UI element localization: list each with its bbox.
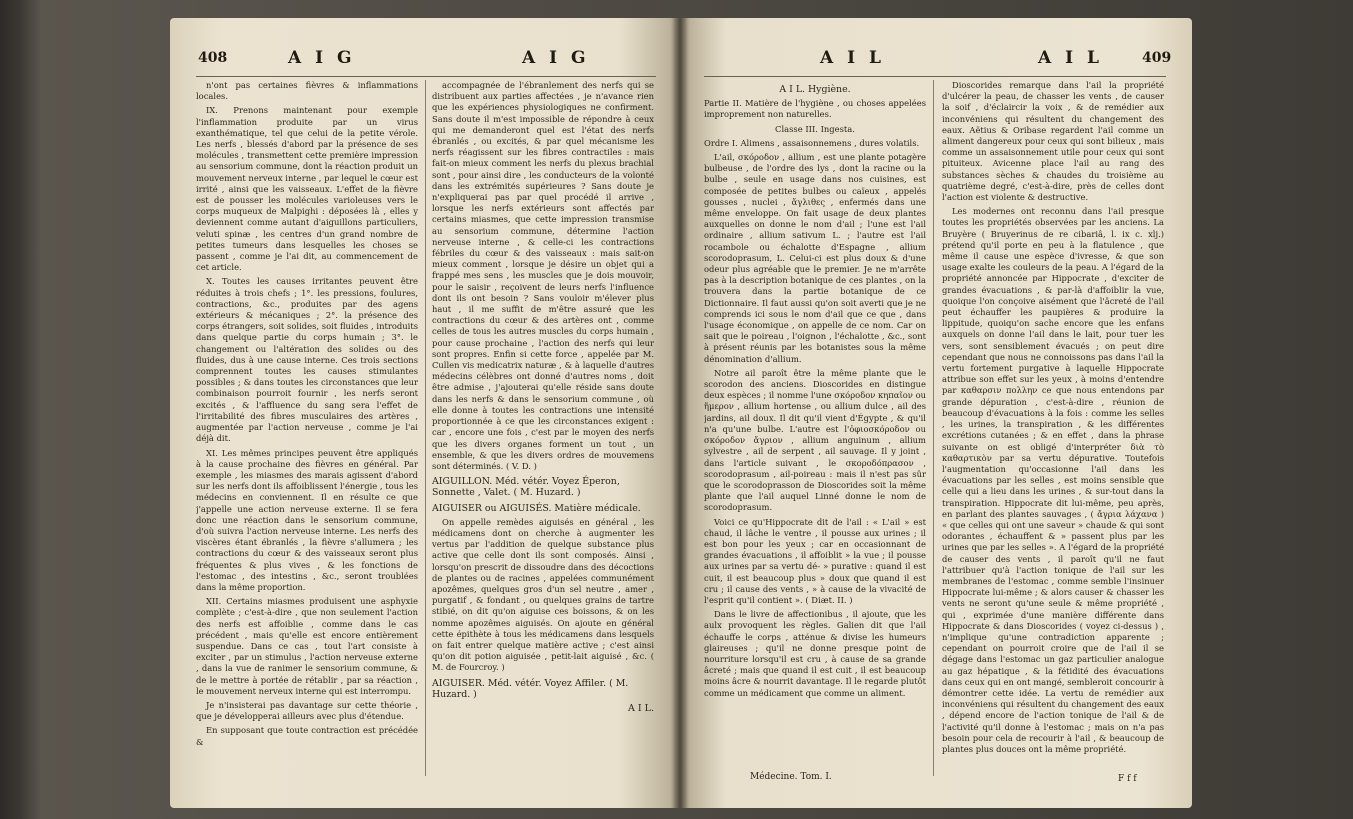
- paragraph: Je n'insisterai pas davantage sur cette théorie , que je développerai ailleurs avec plus d'étendue.: [196, 699, 418, 722]
- paragraph: A I L. Hygiène.: [779, 84, 851, 95]
- catchword: F f f: [1118, 774, 1137, 784]
- paragraph: IX. Prenons maintenant pour exemple l'inflammation produite par un virus exanthématique, tel que celui de la petite vérole. Les nerfs , blessés d'abord par la présence de ses molécules , transmettent cette première impression au sensorium commune, dont la réaction produit un mouvement nerveux interne , par lequel le cœur est irrité , ainsi que les vaisseaux. L'effet de la fièvre est de pousser les molécules varioleuses vers le corps muqueux de Malpighi : déposées là , elles y deviennent comme autant d'aiguillons particuliers, veluti spinæ , les centres d'un grand nombre de petites tumeurs dans lesquelles les choses se passent , comme je l'ai dit, au commencement de cet article.: [196, 105, 418, 273]
- paragraph: En supposant que toute contraction est précédée &: [196, 725, 418, 747]
- running-head-2: A I G: [522, 48, 590, 68]
- column-left-1: [196, 80, 418, 780]
- paragraph: Dans le livre de affectionibus , il ajoute, que les aulx provoquent les règles. Galien dit que l'ail échauffe le corps , atténue & divise les humeurs glaireuses ; qu'il ne donne presque point de nourriture lorsqu'il est cru , à cause de sa grande âcreté ; mais que quand il est cuit , il est beaucoup moins âcre & nourrit davantage. Il le regarde plutôt comme un médicament que comme un aliment.: [704, 609, 926, 698]
- running-head: A I G: [288, 48, 356, 68]
- column-right-1: [704, 80, 926, 766]
- column-left-2: [432, 80, 654, 780]
- catchword: A I L.: [628, 702, 654, 714]
- paragraph: XII. Certains miasmes produisent une asphyxie complète ; c'est-à-dire , que non seulement l'action des nerfs est affoiblie , comme dans le cas précédent , mais qu'elle est encore entièrement suspendue. Dans ce cas , tout l'art consiste à exciter , par un stimulus , l'action nerveuse externe , dans la vue de ranimer le sensorium commune, & de le mettre à portée de rétablir , par sa réaction , le mouvement nerveux interne qui est interrompu.: [196, 596, 418, 696]
- running-head-2: A I L: [1038, 48, 1103, 68]
- column-right-2: [942, 80, 1164, 768]
- paragraph: Partie II. Matière de l'hygiène , ou choses appelées improprement non naturelles.: [704, 98, 926, 120]
- header-rule: [196, 76, 656, 77]
- page-number: 409: [1142, 50, 1172, 66]
- paragraph: Classe III. Ingesta.: [775, 123, 855, 134]
- paragraph: AIGUISER ou AIGUISÉS. Matière médicale.: [432, 502, 641, 514]
- page-number: 408: [198, 50, 228, 66]
- signature-line: Médecine. Tom. I.: [750, 772, 832, 782]
- paragraph: Les modernes ont reconnu dans l'ail presque toutes les propriétés observées par les anciens. La Bruyère ( Bruyerinus de re cibariâ, l. ix c. xlj.) prétend qu'il porte en peu à la flatulence , que même il cause une espèce d'ivresse, & que son usage exalte les couleurs de la peau. A l'égard de la propriété annoncée par Hippocrate , d'exciter de grandes évacuations , & par-là d'affoiblir la vue, quoique l'on conçoive aisément que l'âcreté de l'ail peut échauffer les paupières & produire la lippitude, quoiqu'on sache encore que les enfans auxquels on donne l'ail dans le lait, pour tuer les vers, sont sensiblement évacués ; on peut dire cependant que nous ne connoissons pas dans l'ail la vertu fortement purgative à laquelle Hippocrate attribue son effet sur les yeux , à moins d'entendre par καθαρσιν πολλην ce que nous entendons par grande dépuration , c'est-à-dire , réunion de beaucoup d'évacuations à la fois : comme les selles , les urines, la transpiration , & les différentes excrétions cutanées ; & en effet , dans la phrase suivante on est obligé d'interpréter διὰ τὸ καθαρτικὸν par sa vertu dépurative. Toutefois l'augmentation qu'occasionne l'ail dans les évacuations par les selles , est moins sensible que celle qui a lieu dans les urines , & sur-tout dans la transpiration. Hippocrate dit lui-même, peu après, en parlant des plantes sauvages , ( ἄγρια λάχανα ) « que celles qui ont une saveur » chaude & qui sont odorantes , échauffent & » passent plus par les urines que par les selles ». A l'égard de la propriété de causer des vents , il paroît qu'il ne faut l'attribuer qu'à l'action tonique de l'ail sur les membranes de l'estomac , comme semble l'insinuer Hippocrate lui-même ; & alors causer & chasser les vents ne seront qu'une seule & même propriété , qui , exprimée d'une manière différente dans Hippocrate & dans Dioscorides ( voyez ci-dessus ) , n'implique qu'une contradiction apparente ; cependant on pourroit croire que de l'ail il se dégage dans l'estomac un gaz particulier analogue au gaz hépatique , & la fétidité des évacuations dans ceux qui en ont mangé, sembleroit concourir à démontrer cette idée. La vertu de remédier aux inconvéniens qui résultent du changement des eaux , dépend encore de l'action tonique de l'ail & de l'activité qu'il donne à l'estomac ; mais on n'a pas besoin pour cela de recourir à l'ail , & beaucoup de plantes plus douces ont la même propriété.: [942, 206, 1164, 754]
- paragraph: On appelle remèdes aiguisés en général , les médicamens dont on cherche à augmenter les vertus par l'addition de quelque substance plus active que celle dont ils sont composés. Ainsi , lorsqu'on prescrit de dissoudre dans des décoctions de plantes ou de racines , appelées communément apozêmes, quelques gros d'un sel neutre , amer , purgatif , & fondant , ou quelques grains de tartre stibié, on dit qu'on aiguise ces boissons, & on les nomme apozêmes aiguisés. On ajoute en général cette épithète à tous les médicamens dans lesquels on fait entrer quelque matière active ; c'est ainsi qu'on dit potion aiguisée , petit-lait aiguisé , &c. ( M. de Fourcroy. ): [432, 516, 654, 673]
- paragraph: L'ail, σκόροδον , allium , est une plante potagère bulbeuse , de l'ordre des lys , dont la racine ou la bulbe , seule en usage dans nos cuisines, est composée de petites bulbes ou caïeux , appelés gousses , nuclei , ἄγλιθες , enfermés dans une même enveloppe. On fait usage de deux plantes auxquelles on donne le nom d'ail ; l'une est l'ail ordinaire , allium sativum L. ; l'autre est l'ail rocambole ou échalotte d'Espagne , allium scorodoprasum, L. Celui-ci est plus doux & d'une odeur plus agréable que le premier. Je ne m'arrête pas à la description botanique de ces plantes , on la trouvera dans la partie botanique de ce Dictionnaire. Il faut aussi qu'on soit averti que je ne comprends ici sous le nom d'ail que ce que , dans l'usage économique , on appelle de ce nom. Car on sait que le poireau , l'oignon , l'échalotte , &c., sont à présent réunis par les botanistes sous la même dénomination d'allium.: [704, 152, 926, 364]
- paragraph: AIGUILLON. Méd. vétér. Voyez Éperon, Sonnette , Valet. ( M. Huzard. ): [432, 476, 620, 499]
- paragraph: Voici ce qu'Hippocrate dit de l'ail : « L'ail » est chaud, il lâche le ventre , il pousse aux urines ; il est bon pour les yeux ; car en occasionnant de grandes évacuations , il affoiblit » la vue ; il pousse aux urines par sa vertu dé- » purative : quand il est cuit, il est beaucoup plus » doux que quand il est cru ; il cause des vents , » à cause de la vivacité de l'esprit qu'il contient ». ( Diæt. II. ): [704, 516, 926, 605]
- header-rule: [704, 76, 1166, 77]
- paragraph: AIGUISER. Méd. vétér. Voyez Affiler. ( M. Huzard. ): [432, 677, 629, 700]
- paragraph: Dioscorides remarque dans l'ail la propriété d'ulcérer la peau, de chasser les vents , de causer la soif , d'éclaircir la voix , & de remédier aux inconvéniens qui résultent du changement des eaux. Aëtius & Oribase regardent l'ail comme un aliment dangereux pour ceux qui sont bilieux , mais comme un assaisonnement utile pour ceux qui sont pituiteux. Avicenne place l'ail au rang des substances sèches & chaudes du troisième au quatrième degré, c'est-à-dire, près de celles dont l'action est violente & destructive.: [942, 80, 1164, 203]
- paragraph: n'ont pas certaines fièvres & inflammations locales.: [196, 80, 418, 102]
- column-divider: [425, 80, 426, 776]
- right-page: [680, 18, 1192, 808]
- left-page: [170, 18, 680, 808]
- running-head: A I L: [820, 48, 885, 68]
- paragraph: accompagnée de l'ébranlement des nerfs qui se distribuent aux parties affectées , je n'avance rien que les expériences physiologiques ne confirment. Sans doute il m'est impossible de répondre à ceux qui me demanderont quel est l'état des nerfs ébranlés , ou excités, & par quel mécanisme les nerfs réagissent sur les fibres contractiles : mais fait-on mieux comment les nerfs du plexus brachial sont , pour ainsi dire , les conducteurs de la volonté dans les extrémités supérieures ? Sans doute je n'expliquerai pas par quel procédé il arrive , lorsque les nerfs extérieurs sont affectés par certains miasmes, que cette impression transmise au sensorium commune, détermine l'action nerveuse interne , & celle-ci les contractions fébriles du cœur & des vaisseaux : mais sait-on mieux comment , lorsque je désire un objet qui a frappé mes sens , les muscles que je dois mouvoir, pour le saisir , reçoivent de leurs nerfs l'influence dont ils ont besoin ? Sans vouloir m'élever plus haut , il me suffit de m'être assuré que les contractions du cœur & des artères ont , comme celles de tous les autres muscles du corps humain , pour cause prochaine , l'action des nerfs qui leur sont propres. Enfin si cette force , appelée par M. Cullen vis medicatrix naturæ , & à laquelle d'autres médecins célèbres ont donné d'autres noms , doit être admise , j'ajouterai qu'elle réside sans doute dans les nerfs & dans le sensorium commune , où elle donne à toutes les contractions une intensité proportionnée à ce que les circonstances exigent : car , encore une fois , c'est par le moyen des nerfs que les divers organes forment un tout , un ensemble, & que les divers ordres de mouvemens sont déterminés. ( V. D. ): [432, 80, 654, 471]
- paragraph: X. Toutes les causes irritantes peuvent être réduites à trois chefs ; 1°. les pressions, foulures, contractions, &c., produites par des agens extérieurs & mécaniques ; 2°. la présence des corps étrangers, soit solides, soit fluides , introduits dans quelque partie du corps humain ; 3°. le changement ou l'altération des solides ou des fluides, dus à une cause interne. Ces trois sections comprennent toutes les causes stimulantes possibles ; & dans toutes les circonstances que leur combinaison pourroit fournir , les nerfs seront excités , & l'affluence du sang sera l'effet de l'irritabilité des fibres musculaires des artères , augmentée par l'action nerveuse , comme je l'ai déjà dit.: [196, 276, 418, 444]
- paragraph: XI. Les mêmes principes peuvent être appliqués à la cause prochaine des fièvres en général. Par exemple , les miasmes des marais agissent d'abord sur les nerfs dont ils affoiblissent l'énergie , tous les médecins en conviennent. Il en résulte ce que j'appelle une action nerveuse externe. Il se fera donc une réaction dans le sensorium commune, d'où suivra l'action nerveuse interne. Les nerfs des viscères étant ébranlés , la fièvre s'allumera ; les contractions du cœur & des vaisseaux seront plus fréquentes & plus vives , & les fonctions de l'estomac , des intestins , &c., seront troublées dans la même proportion.: [196, 447, 418, 592]
- paragraph: Ordre I. Alimens , assaisonnemens , dures volatils.: [704, 137, 920, 148]
- paragraph: Notre ail paroît être la même plante que le scorodon des anciens. Dioscorides en distingue deux espèces ; il nomme l'une σκόροδον κηπαῖον ou ἥμερον , allium hortense , ou allium dulce , ail des jardins, ail doux. Il dit qu'il vient d'Égypte , & qu'il n'a qu'une bulbe. L'autre est l'ὀφιοσκόροδον ou σκόροδον ἄγριον , allium anguinum , allium sylvestre , ail de serpent , ail sauvage. Il y joint , dans l'article suivant , le σκοροδόπρασον , scorodoprasum , ail-poireau : mais il n'est pas sûr que le scorodoprasson de Dioscorides soit la même plante que l'ail auquel Linné donne le nom de scorodoprasum.: [704, 367, 926, 513]
- column-divider: [933, 80, 934, 776]
- book-gutter: [672, 18, 688, 808]
